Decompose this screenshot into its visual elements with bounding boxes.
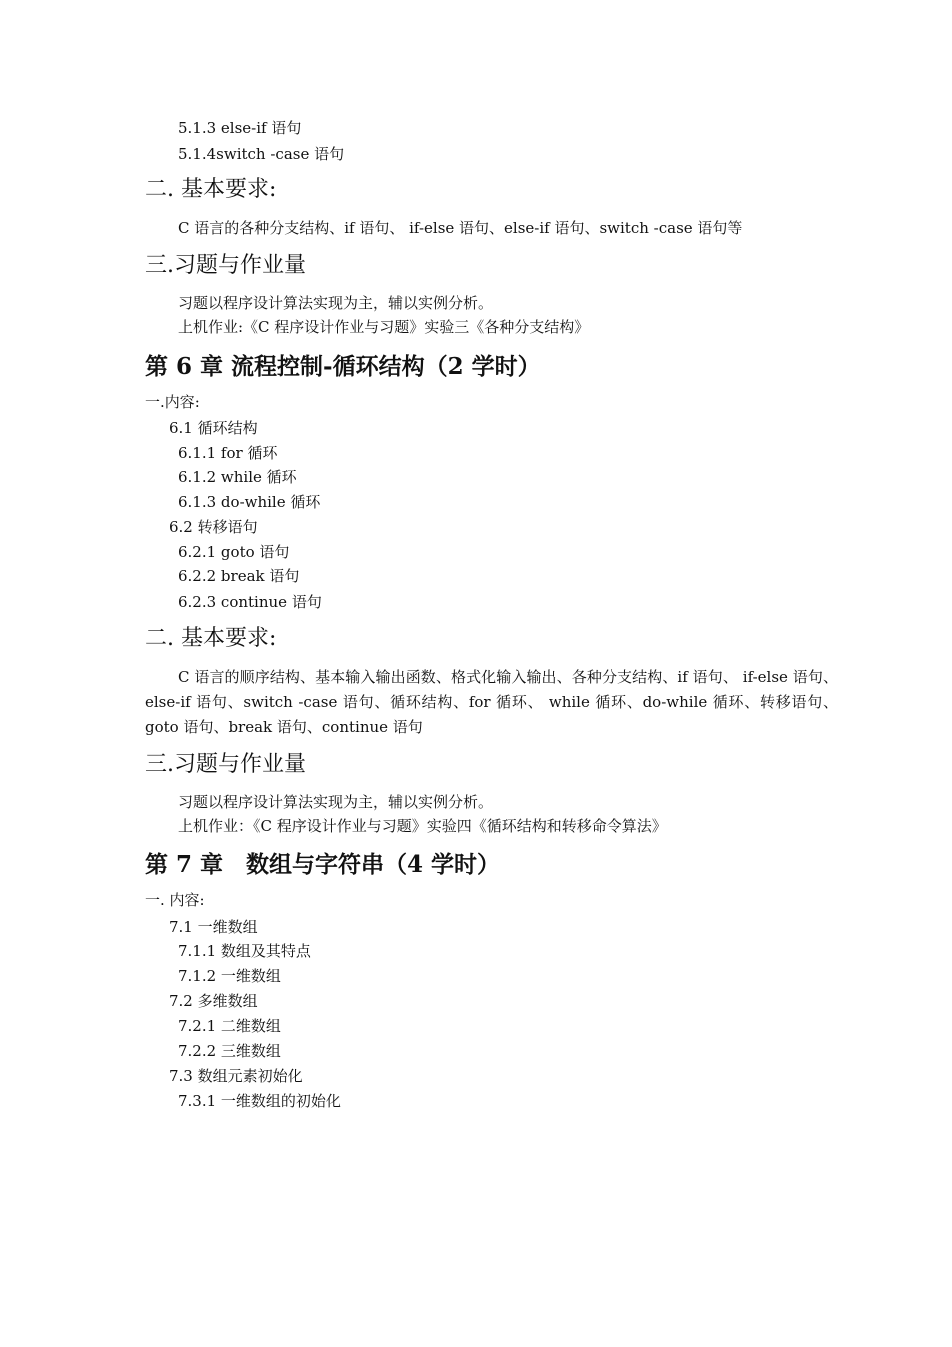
homework-line2-ch5: 上机作业:《C 程序设计作业与习题》实验三《各种分支结构》	[178, 318, 590, 336]
homework-heading-ch5: 三.习题与作业量	[145, 253, 306, 278]
section-7-1: 7.1 一维数组	[169, 918, 258, 936]
chapter-7-title: 第 7 章 数组与字符串（4 学时）	[145, 851, 501, 878]
subsection-7-1-1: 7.1.1 数组及其特点	[178, 942, 311, 960]
homework-line1-ch5: 习题以程序设计算法实现为主，辅以实例分析。	[178, 294, 494, 312]
subsection-7-2-1: 7.2.1 二维数组	[178, 1017, 281, 1035]
subsection-7-3-1: 7.3.1 一维数组的初始化	[178, 1092, 341, 1110]
subsection-6-1-3: 6.1.3 do-while 循环	[178, 493, 321, 511]
requirements-text-ch6: C 语言的顺序结构、基本输入输出函数、格式化输入输出、各种分支结构、if 语句、 if-else 语句、else-if 语句、switch -case 语句、循环结构、for 循环、 while 循环、do-while 循环、转移语句、goto 语句、break 语句、continue 语句	[145, 668, 838, 736]
section-7-2: 7.2 多维数组	[169, 992, 258, 1010]
subsection-7-1-2: 7.1.2 一维数组	[178, 967, 281, 985]
requirements-heading-ch6: 二. 基本要求:	[145, 626, 277, 651]
subsection-6-1-1: 6.1.1 for 循环	[178, 444, 278, 462]
subsection-6-1-2: 6.1.2 while 循环	[178, 468, 297, 486]
homework-line1-ch6: 习题以程序设计算法实现为主，辅以实例分析。	[178, 793, 494, 811]
section-6-1: 6.1 循环结构	[169, 419, 258, 437]
subsection-5-1-4: 5.1.4switch -case 语句	[178, 145, 345, 163]
requirements-heading-ch5: 二. 基本要求:	[145, 177, 277, 202]
subsection-6-2-2: 6.2.2 break 语句	[178, 567, 300, 585]
subsection-7-2-2: 7.2.2 三维数组	[178, 1042, 281, 1060]
homework-heading-ch6: 三.习题与作业量	[145, 752, 306, 777]
subsection-6-2-3: 6.2.3 continue 语句	[178, 593, 322, 611]
content-heading-ch7: 一. 内容:	[145, 891, 205, 909]
homework-line2-ch6: 上机作业：《C 程序设计作业与习题》实验四《循环结构和转移命令算法》	[178, 817, 667, 835]
subsection-5-1-3: 5.1.3 else-if 语句	[178, 119, 302, 137]
requirements-text-ch5: C 语言的各种分支结构、if 语句、 if-else 语句、else-if 语句、switch -case 语句等	[178, 219, 743, 237]
chapter-6-title: 第 6 章 流程控制-循环结构（2 学时）	[145, 353, 541, 380]
subsection-6-2-1: 6.2.1 goto 语句	[178, 543, 290, 561]
content-heading-ch6: 一.内容:	[145, 393, 200, 411]
section-6-2: 6.2 转移语句	[169, 518, 258, 536]
section-7-3: 7.3 数组元素初始化	[169, 1067, 303, 1085]
